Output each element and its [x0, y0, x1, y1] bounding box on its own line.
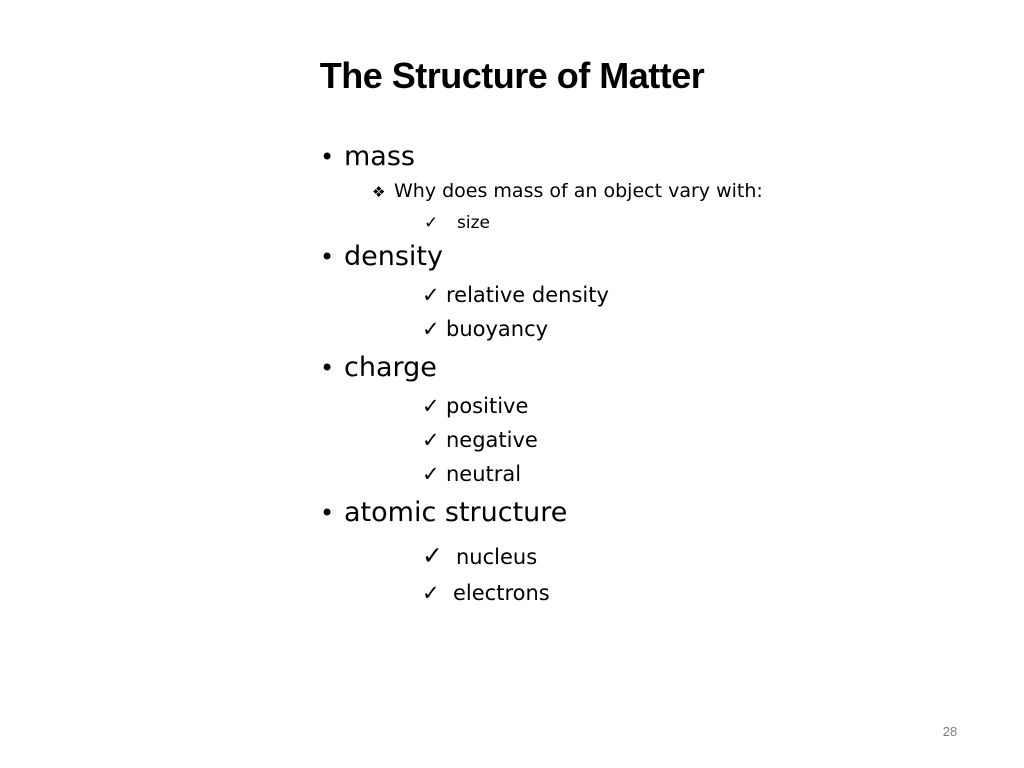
sub-item-label: Why does mass of an object vary with: [394, 180, 763, 202]
sub-item-label: relative density [446, 283, 609, 307]
bullet-icon: • [320, 499, 335, 527]
check-icon: ✓ [422, 581, 440, 605]
bullet-icon: • [320, 143, 335, 171]
check-icon: ✓ [422, 462, 440, 486]
sub-item-negative [422, 426, 538, 454]
sub-item-label: negative [446, 428, 538, 452]
check-icon: ✓ [422, 283, 440, 307]
sub-item-label: buoyancy [446, 317, 549, 341]
sub-item-buoyancy [422, 315, 548, 343]
sub-item-label: nucleus [456, 545, 538, 569]
sub-item-nucleus [422, 542, 537, 571]
list-item-label: atomic structure [344, 497, 568, 528]
sub-item-label: positive [446, 394, 529, 418]
sub-item-positive [422, 392, 528, 420]
list-item-label: density [344, 241, 443, 272]
check-icon: ✓ [422, 541, 443, 570]
list-item-density [320, 241, 443, 273]
list-item-label: mass [344, 141, 415, 172]
bullet-icon: • [320, 243, 335, 271]
check-icon: ✓ [422, 428, 440, 452]
slide-title: The Structure of Matter [319, 55, 705, 96]
list-item-atomic-structure [320, 497, 567, 529]
sub-item-relative-density [422, 281, 609, 309]
sub-item-label: size [457, 213, 490, 233]
page-number: 28 [942, 724, 958, 739]
check-icon: ✓ [422, 394, 440, 418]
sub-item-question [372, 178, 763, 205]
sub-item-size [424, 207, 490, 237]
check-icon: ✓ [422, 317, 440, 341]
sub-item-electrons [422, 579, 550, 607]
sub-item-label: electrons [453, 581, 550, 605]
list-item-mass [320, 141, 415, 173]
list-item-label: charge [344, 352, 437, 383]
bullet-icon: • [320, 354, 335, 382]
check-icon: ✓ [424, 213, 439, 233]
list-item-charge [320, 352, 437, 384]
sub-item-neutral [422, 460, 521, 488]
diamond-bullet-icon: ❖ [372, 183, 386, 201]
sub-item-label: neutral [446, 462, 522, 486]
